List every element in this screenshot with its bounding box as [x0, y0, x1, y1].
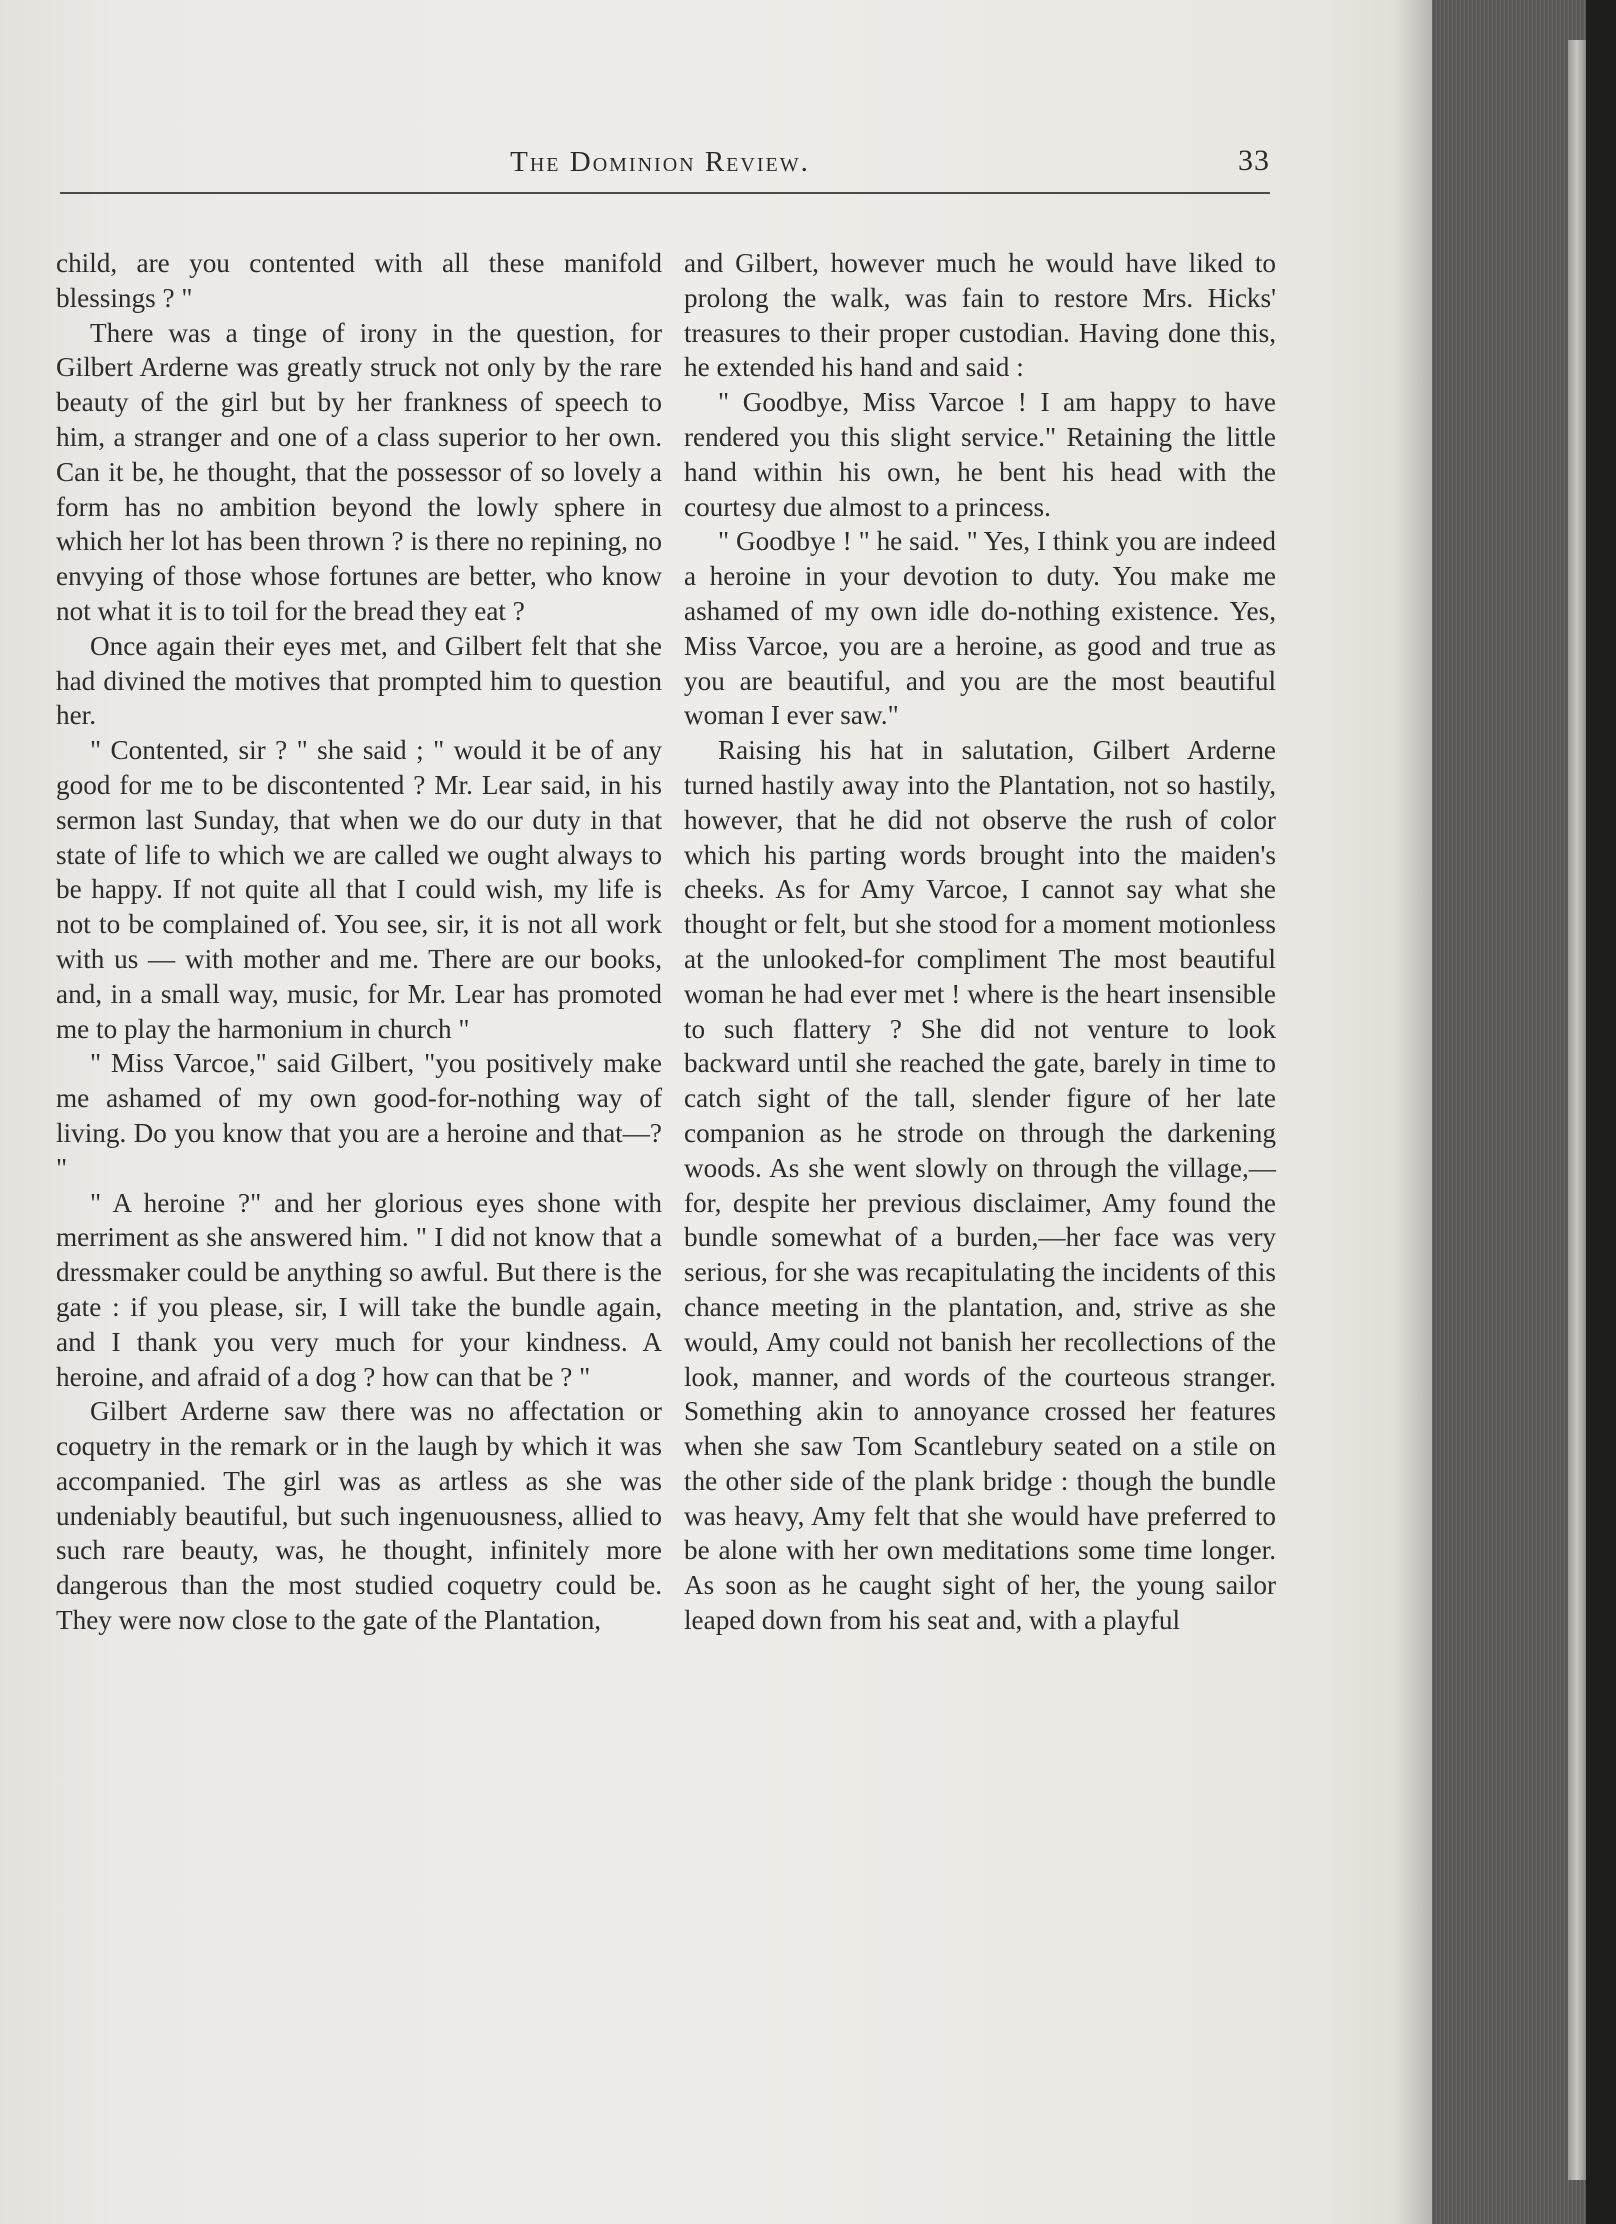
book-edge-highlight — [1568, 40, 1586, 2180]
page-number: 33 — [1238, 144, 1270, 177]
gutter-shadow — [1395, 0, 1435, 2224]
right-column — [684, 246, 1276, 1638]
paragraph: " A heroine ?" and her glorious eyes shone with merriment as she answered him. " I did not know that a dressmaker could be anything so awful. But there is the gate : if you please, sir, I will take the bundle again, and I thank you very much for your kindness. A heroine, and afraid of a dog ? how can that be ? " — [56, 1187, 662, 1392]
paragraph: " Contented, sir ? " she said ; " would it be of any good for me to be discontented ? Mr. Lear said, in his sermon last Sunday, that when we do our duty in that state of life to which we are called we ought always to be happy. If not quite all that I could wish, my life is not to be complained of. You see, sir, it is not all work with us — with mother and me. There are our books, and, in a small way, music, for Mr. Lear has promoted me to play the harmonium in church " — [56, 735, 662, 1044]
paragraph: " Goodbye, Miss Varcoe ! I am happy to have rendered you this slight service." Retaining the little hand within his own, he bent his head with the courtesy due almost to a princess. — [684, 387, 1276, 522]
paragraph: and Gilbert, however much he would have liked to prolong the walk, was fain to restore Mrs. Hicks' treasures to their proper custodian. Having done this, he extended his hand and said : — [684, 248, 1276, 383]
left-column — [56, 246, 662, 1638]
header-rule — [60, 192, 1270, 194]
running-title: The Dominion Review. — [510, 146, 810, 178]
paragraph: " Miss Varcoe," said Gilbert, "you positively make me ashamed of my own good-for-nothing way of living. Do you know that you are a heroine and that—? " — [56, 1048, 662, 1183]
paragraph: Once again their eyes met, and Gilbert felt that she had divined the motives that prompted him to question her. — [56, 630, 662, 731]
paragraph: There was a tinge of irony in the question, for Gilbert Arderne was greatly struck not only by the rare beauty of the girl but by her frankness of speech to him, a stranger and one of a class superior to her own. Can it be, he thought, that the possessor of so lovely a form has no ambition beyond the lowly sphere in which her lot has been thrown ? is there no repining, no envying of those whose fortunes are better, who know not what it is to toil for the bread they eat ? — [56, 317, 662, 626]
paragraph: child, are you contented with all these manifold blessings ? " — [56, 248, 662, 313]
paragraph: Raising his hat in salutation, Gilbert Arderne turned hastily away into the Plantation, not so hastily, however, that he did not observe the rush of color which his parting words brought into the maiden's cheeks. As for Amy Varcoe, I cannot say what she thought or felt, but she stood for a moment motionless at the unlooked-for compliment The most beautiful woman he had ever met ! where is the heart insensible to such flattery ? She did not venture to look backward until she reached the gate, barely in time to catch sight of the tall, slender figure of her late companion as he strode on through the darkening woods. As she went slowly on through the village,—for, despite her previous disclaimer, Amy found the bundle somewhat of a burden,—her face was very serious, for she was recapitulating the incidents of this chance meeting in the plantation, and, strive as she would, Amy could not banish her recollections of the look, manner, and words of the courteous stranger. Something akin to annoyance crossed her features when she saw Tom Scantlebury seated on a stile on the other side of the plank bridge : though the bundle was heavy, Amy felt that she would have preferred to be alone with her own meditations some time longer. As soon as he caught sight of her, the young sailor leaped down from his seat and, with a playful — [684, 735, 1276, 1636]
page-header — [60, 146, 1270, 186]
paragraph: Gilbert Arderne saw there was no affectation or coquetry in the remark or in the laugh by which it was accompanied. The girl was as artless as she was undeniably beautiful, but such ingenuousness, allied to such rare beauty, was, he thought, infinitely more dangerous than the most studied coquetry could be. They were now close to the gate of the Plantation, — [56, 1396, 662, 1636]
scan-background — [1586, 0, 1616, 2224]
paragraph: " Goodbye ! " he said. " Yes, I think you are indeed a heroine in your devotion to duty. You make me ashamed of my own idle do-nothing existence. Yes, Miss Varcoe, you are a heroine, as good and true as you are beautiful, and you are the most beautiful woman I ever saw." — [684, 526, 1276, 731]
